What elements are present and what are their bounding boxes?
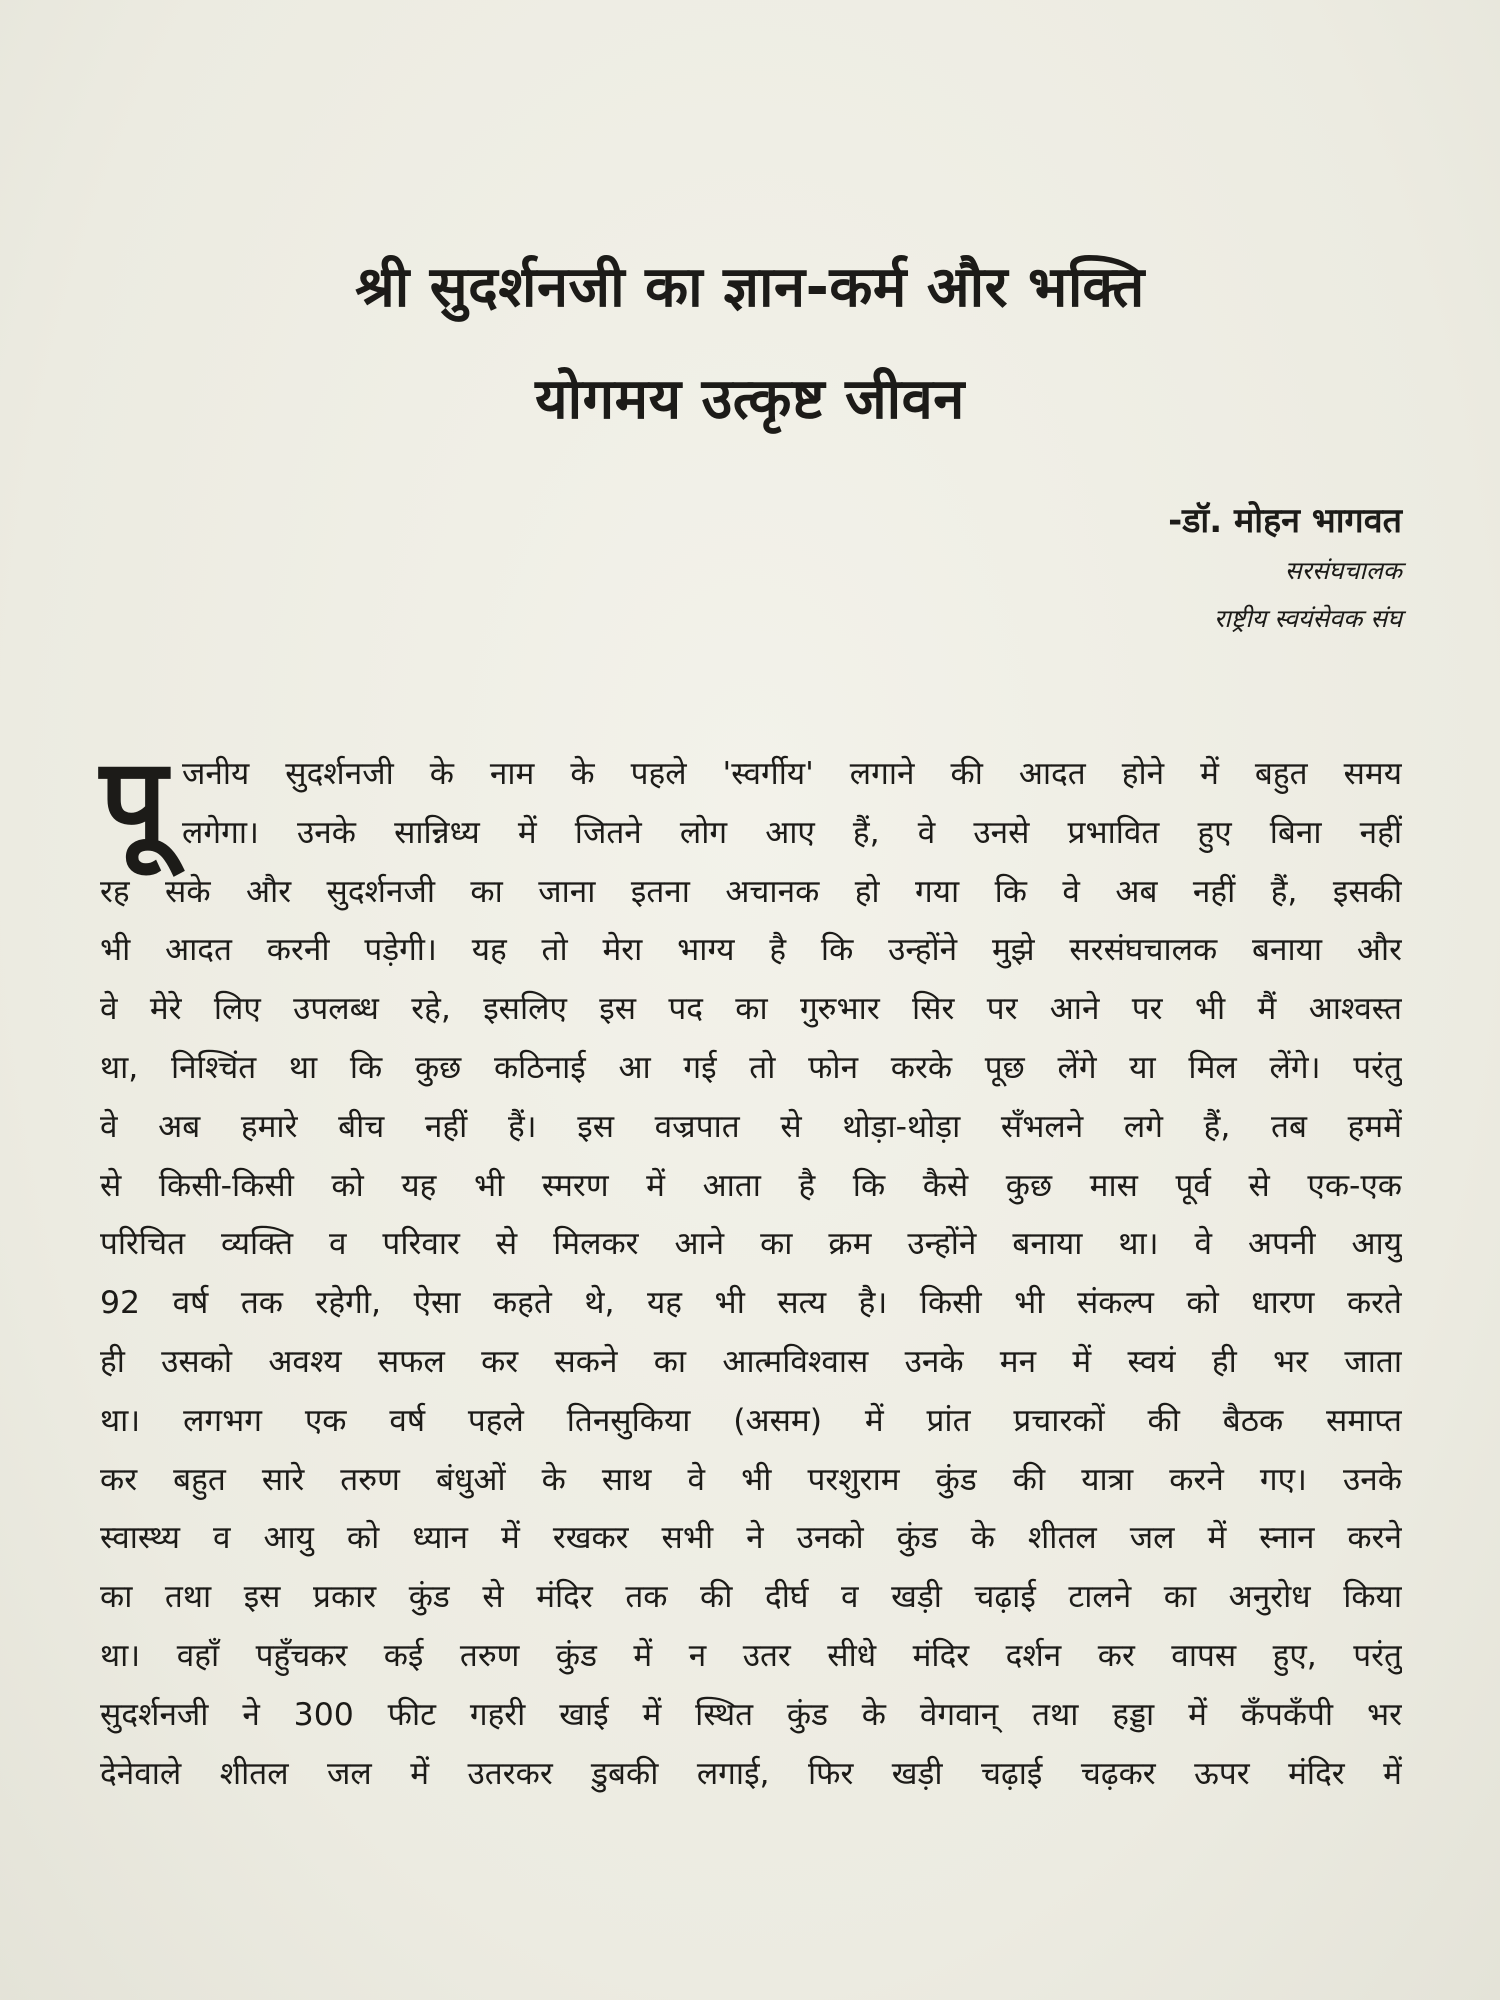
body-line: जनीय सुदर्शनजी के नाम के पहले 'स्वर्गीय' लगाने की आदत होने में बहुत समय	[182, 756, 1402, 792]
author-role-2: राष्ट्रीय स्वयंसेवक संघ	[1214, 604, 1402, 633]
author-name: -डॉ. मोहन भागवत	[1168, 501, 1402, 541]
body-line: था। लगभग एक वर्ष पहले तिनसुकिया (असम) में प्रांत प्रचारकों की बैठक समाप्त	[100, 1402, 1402, 1439]
body-line: 92 वर्ष तक रहेगी, ऐसा कहते थे, यह भी सत्य है। किसी भी संकल्प को धारण करते	[100, 1285, 1402, 1322]
body-line: देनेवाले शीतल जल में उतरकर डुबकी लगाई, फिर खड़ी चढ़ाई चढ़कर ऊपर मंदिर में	[100, 1755, 1402, 1792]
body-line: था, निश्चिंत था कि कुछ कठिनाई आ गई तो फोन करके पूछ लेंगे या मिल लेंगे। परंतु	[100, 1049, 1402, 1086]
body-line: सुदर्शनजी ने 300 फीट गहरी खाई में स्थित कुंड के वेगवान् तथा हड्डा में कँपकँपी भर	[100, 1696, 1402, 1733]
title-line-2: योगमय उत्कृष्ट जीवन	[535, 367, 965, 432]
body-line: का तथा इस प्रकार कुंड से मंदिर तक की दीर्घ व खड़ी चढ़ाई टालने का अनुरोध किया	[100, 1579, 1402, 1616]
body-line: कर बहुत सारे तरुण बंधुओं के साथ वे भी परशुराम कुंड की यात्रा करने गए। उनके	[100, 1461, 1402, 1498]
body-line: स्वास्थ्य व आयु को ध्यान में रखकर सभी ने उनको कुंड के शीतल जल में स्नान करने	[100, 1520, 1402, 1557]
article-body	[100, 745, 1402, 1803]
title-line-1: श्री सुदर्शनजी का ज्ञान-कर्म और भक्ति	[355, 255, 1145, 320]
body-line: परिचित व्यक्ति व परिवार से मिलकर आने का क्रम उन्होंने बनाया था। वे अपनी आयु	[100, 1226, 1402, 1263]
body-line: रह सके और सुदर्शनजी का जाना इतना अचानक हो गया कि वे अब नहीं हैं, इसकी	[100, 873, 1402, 910]
article-title	[100, 232, 1400, 456]
body-line: था। वहाँ पहुँचकर कई तरुण कुंड में न उतर सीधे मंदिर दर्शन कर वापस हुए, परंतु	[100, 1637, 1402, 1674]
body-line: लगेगा। उनके सान्निध्य में जितने लोग आए हैं, वे उनसे प्रभावित हुए बिना नहीं	[182, 814, 1402, 851]
body-line: से किसी-किसी को यह भी स्मरण में आता है कि कैसे कुछ मास पूर्व से एक-एक	[100, 1167, 1402, 1204]
body-line: ही उसको अवश्य सफल कर सकने का आत्मविश्वास उनके मन में स्वयं ही भर जाता	[100, 1343, 1402, 1380]
body-line: वे अब हमारे बीच नहीं हैं। इस वज्रपात से थोड़ा-थोड़ा सँभलने लगे हैं, तब हममें	[100, 1108, 1402, 1145]
body-line: भी आदत करनी पड़ेगी। यह तो मेरा भाग्य है कि उन्होंने मुझे सरसंघचालक बनाया और	[100, 932, 1402, 969]
author-block	[1168, 495, 1402, 643]
body-line: वे मेरे लिए उपलब्ध रहे, इसलिए इस पद का गुरुभार सिर पर आने पर भी मैं आश्वस्त	[100, 991, 1402, 1028]
author-role-1: सरसंघचालक	[1284, 556, 1402, 585]
drop-cap: पू	[100, 732, 168, 870]
